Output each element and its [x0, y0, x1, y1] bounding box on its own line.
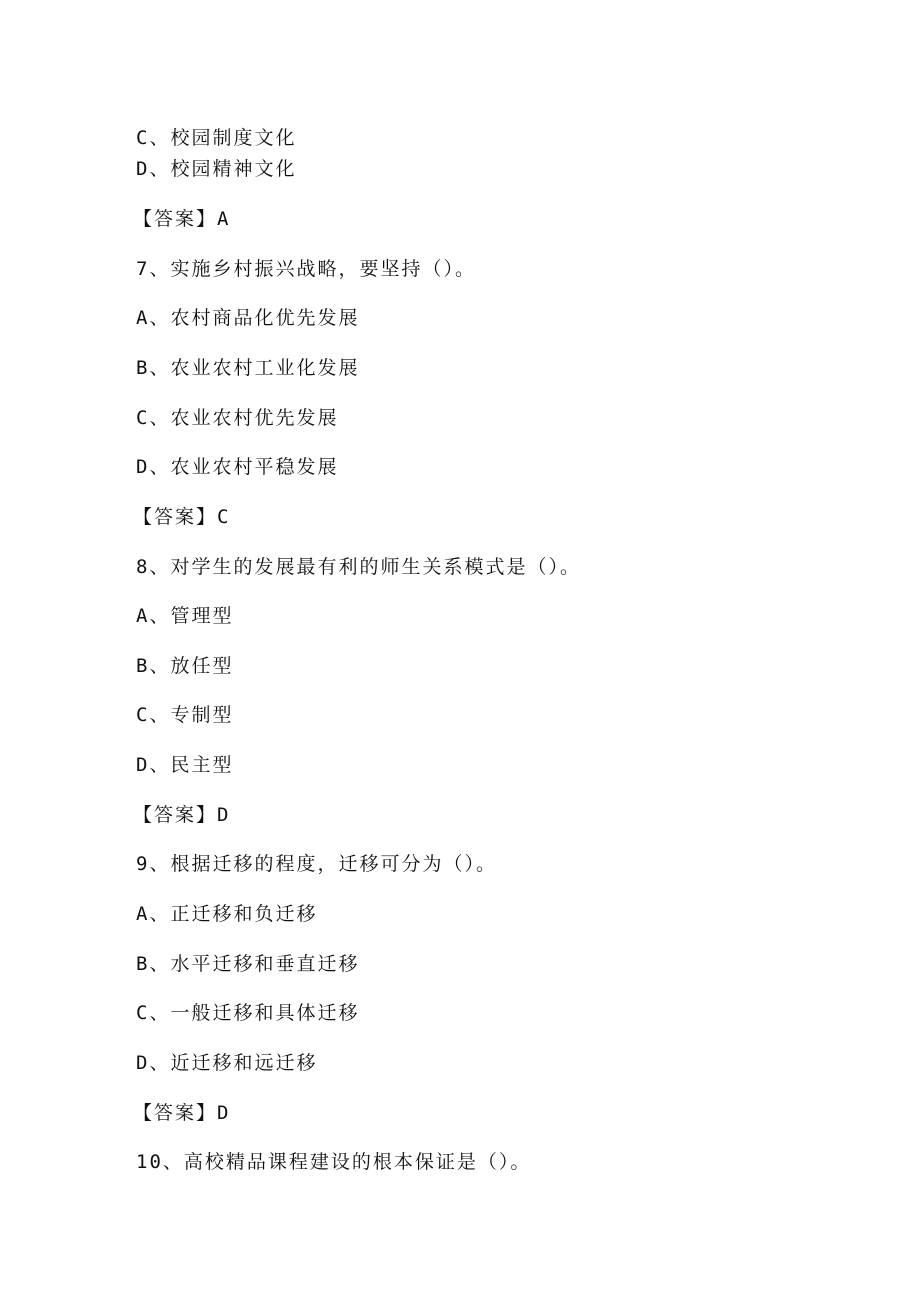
option-line: D、农业农村平稳发展 — [136, 456, 339, 478]
answer-line: 【答案】C — [133, 506, 231, 528]
option-line: A、正迁移和负迁移 — [136, 903, 318, 925]
option-line: C、农业农村优先发展 — [136, 407, 339, 429]
option-line: C、一般迁移和具体迁移 — [136, 1002, 360, 1024]
option-line: C、校园制度文化 — [136, 127, 297, 149]
question-line: 8、对学生的发展最有利的师生关系模式是（）。 — [136, 556, 581, 578]
option-line: B、放任型 — [136, 655, 234, 677]
option-line: B、水平迁移和垂直迁移 — [136, 953, 360, 975]
option-line: A、农村商品化优先发展 — [136, 307, 360, 329]
answer-line: 【答案】D — [133, 1102, 231, 1124]
answer-line: 【答案】A — [133, 208, 231, 230]
option-line: C、专制型 — [136, 704, 234, 726]
question-line: 10、高校精品课程建设的根本保证是（）。 — [136, 1151, 532, 1173]
question-line: 9、根据迁移的程度，迁移可分为（）。 — [136, 853, 497, 875]
answer-line: 【答案】D — [133, 804, 231, 826]
option-line: D、校园精神文化 — [136, 158, 297, 180]
option-line: B、农业农村工业化发展 — [136, 357, 360, 379]
option-line: D、近迁移和远迁移 — [136, 1052, 318, 1074]
option-line: D、民主型 — [136, 754, 234, 776]
question-line: 7、实施乡村振兴战略，要坚持（）。 — [136, 258, 476, 280]
option-line: A、管理型 — [136, 605, 234, 627]
